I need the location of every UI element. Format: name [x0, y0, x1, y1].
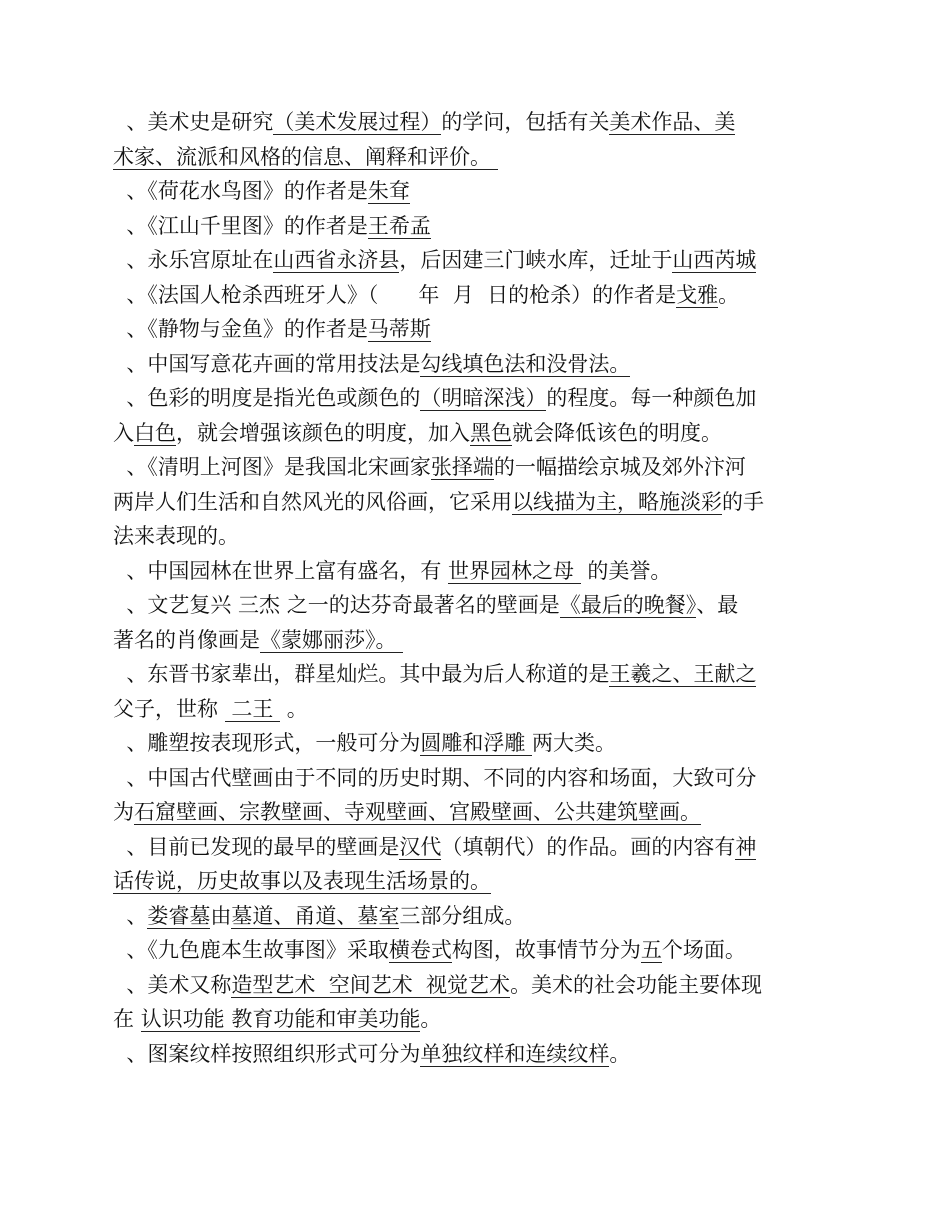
text-line — [113, 314, 843, 348]
question-text: 两大类。 — [532, 731, 617, 755]
answer-text: （明暗深浅） — [420, 386, 547, 410]
text-line — [113, 763, 843, 797]
text-line — [113, 487, 843, 521]
text-line — [113, 556, 843, 590]
text-line — [113, 832, 843, 866]
question-text: 、色彩的明度是指光色或颜色的 — [113, 386, 421, 410]
question-text: 在 — [113, 1007, 141, 1031]
answer-text: 王希孟 — [367, 213, 431, 238]
question-text: 、《九色鹿本生故事图》采取 — [113, 938, 389, 962]
question-text: 、永乐宫原址在 — [113, 248, 274, 272]
answer-text: 山西省永济县 — [273, 248, 400, 272]
text-line — [113, 625, 843, 659]
answer-text: 圆雕和浮雕 — [420, 731, 533, 755]
question-text: 的学问，包括有关 — [441, 110, 610, 134]
question-text: 、雕塑按表现形式，一般可分为 — [113, 731, 421, 755]
question-text: 、美术又称 — [113, 972, 232, 997]
answer-text: 《最后的晚餐》 — [559, 593, 697, 617]
question-text: 法来表现的。 — [113, 524, 239, 548]
question-text: 两岸人们生活和自然风光的风俗画，它采用 — [113, 489, 512, 514]
question-text: 。 — [280, 696, 308, 721]
question-text: 的手 — [722, 489, 764, 514]
question-text: 入 — [113, 420, 134, 445]
answer-text: 横卷式 — [388, 938, 452, 962]
question-text: 、《江山千里图》的作者是 — [113, 213, 368, 238]
text-line — [113, 866, 843, 900]
question-text: 、《法国人枪杀西班牙人》（ 年 月 日的枪杀）的作者是 — [113, 282, 677, 307]
question-text: 、中国写意花卉画的常用技法是 — [113, 351, 421, 376]
answer-text: 造型艺术 空间艺术 视觉艺术 — [231, 972, 511, 997]
question-text: 著名的肖像画是 — [113, 627, 260, 652]
question-text: 、《清明上河图》是我国北宋画家 — [113, 455, 431, 479]
question-text: 、中国古代壁画由于不同的历史时期、不同的内容和场面，大致可分 — [113, 765, 757, 790]
answer-text: 神 — [735, 834, 757, 859]
answer-text: 黑色 — [470, 420, 512, 445]
answer-text: 单独纹样和连续纹样 — [420, 1041, 610, 1066]
question-text: 、美术史是研究 — [113, 110, 274, 134]
answer-text: 石窟壁画、宗教壁画、寺观壁画、宫殿壁画、公共建筑壁画。 — [134, 800, 701, 824]
question-text: 、目前已发现的最早的壁画是 — [113, 834, 400, 859]
question-text: （填朝代）的作品。画的内容有 — [441, 834, 736, 859]
question-text: 、《静物与金鱼》的作者是 — [113, 317, 368, 341]
answer-text: 认识功能 教育功能和审美功能 — [140, 1007, 421, 1031]
answer-text: 勾线填色法和没骨法。 — [420, 351, 631, 376]
text-line — [113, 659, 843, 693]
question-text: 、 — [113, 903, 148, 928]
text-line — [113, 970, 843, 1004]
text-line — [113, 107, 843, 141]
text-line — [113, 142, 843, 176]
question-text: 。 — [718, 282, 740, 307]
question-text: 父子，世称 — [113, 696, 225, 721]
text-line — [113, 901, 843, 935]
answer-text: 白色 — [134, 420, 176, 445]
question-text: 、图案纹样按照组织形式可分为 — [113, 1041, 421, 1066]
question-text: 为 — [113, 800, 134, 824]
question-text: 。美术的社会功能主要体现 — [510, 972, 763, 997]
answer-text: 王羲之、王献之 — [609, 662, 757, 686]
question-text: ，后因建三门峡水库，迁址于 — [399, 248, 673, 272]
answer-text: 《蒙娜丽莎》。 — [260, 627, 404, 652]
question-text: 的美誉。 — [580, 558, 672, 583]
text-line — [113, 452, 843, 486]
question-text: 个场面。 — [661, 938, 746, 962]
answer-text: 以线描为主，略施淡彩 — [512, 489, 722, 514]
text-line — [113, 280, 843, 314]
question-text: 、中国园林在世界上富有盛名，有 — [113, 558, 449, 583]
question-text: 、《荷花水鸟图》的作者是 — [113, 179, 368, 203]
answer-text: 话传说，历史故事以及表现生活场景的。 — [113, 869, 491, 893]
answer-text: 朱耷 — [367, 179, 410, 203]
text-line — [113, 383, 843, 417]
question-text: 三部分组成。 — [399, 903, 526, 928]
answer-text: 五 — [640, 938, 662, 962]
answer-text: 二王 — [224, 696, 281, 721]
answer-text: 汉代 — [399, 834, 442, 859]
question-text: 。 — [420, 1007, 442, 1031]
text-line — [113, 694, 843, 728]
question-text: 、东晋书家辈出，群星灿烂。其中最为后人称道的是 — [113, 662, 610, 686]
text-line — [113, 1004, 843, 1038]
text-line — [113, 349, 843, 383]
text-line — [113, 935, 843, 969]
answer-text: 美术作品、美 — [609, 110, 736, 134]
text-line — [113, 590, 843, 624]
question-text: 、文艺复兴 三杰 之一的达芬奇最著名的壁画是 — [113, 593, 560, 617]
text-line — [113, 521, 843, 555]
answer-text: 张择端 — [430, 455, 494, 479]
question-text: 。 — [609, 1041, 631, 1066]
question-text: ，就会增强该颜色的明度，加入 — [176, 420, 470, 445]
answer-text: 术家、流派和风格的信息、阐释和评价。 — [113, 144, 498, 169]
text-line — [113, 245, 843, 279]
answer-text: （美术发展过程） — [273, 110, 442, 134]
question-text: 就会降低该色的明度。 — [512, 420, 722, 445]
text-line — [113, 211, 843, 245]
text-line — [113, 1039, 843, 1073]
text-line — [113, 728, 843, 762]
question-text: 的一幅描绘京城及郊外汴河 — [493, 455, 746, 479]
answer-text: 山西芮城 — [672, 248, 757, 272]
answer-text: 娄睿墓 — [147, 903, 211, 928]
question-text: 、最 — [696, 593, 739, 617]
question-text: 由 — [210, 903, 232, 928]
text-line — [113, 797, 843, 831]
answer-text: 马蒂斯 — [367, 317, 431, 341]
answer-text: 戈雅 — [676, 282, 719, 307]
question-text: 的程度。每一种颜色加 — [546, 386, 757, 410]
text-line — [113, 418, 843, 452]
answer-text: 墓道、甬道、墓室 — [231, 903, 400, 928]
question-text: 构图，故事情节分为 — [451, 938, 641, 962]
text-line — [113, 176, 843, 210]
answer-text: 世界园林之母 — [448, 558, 581, 583]
